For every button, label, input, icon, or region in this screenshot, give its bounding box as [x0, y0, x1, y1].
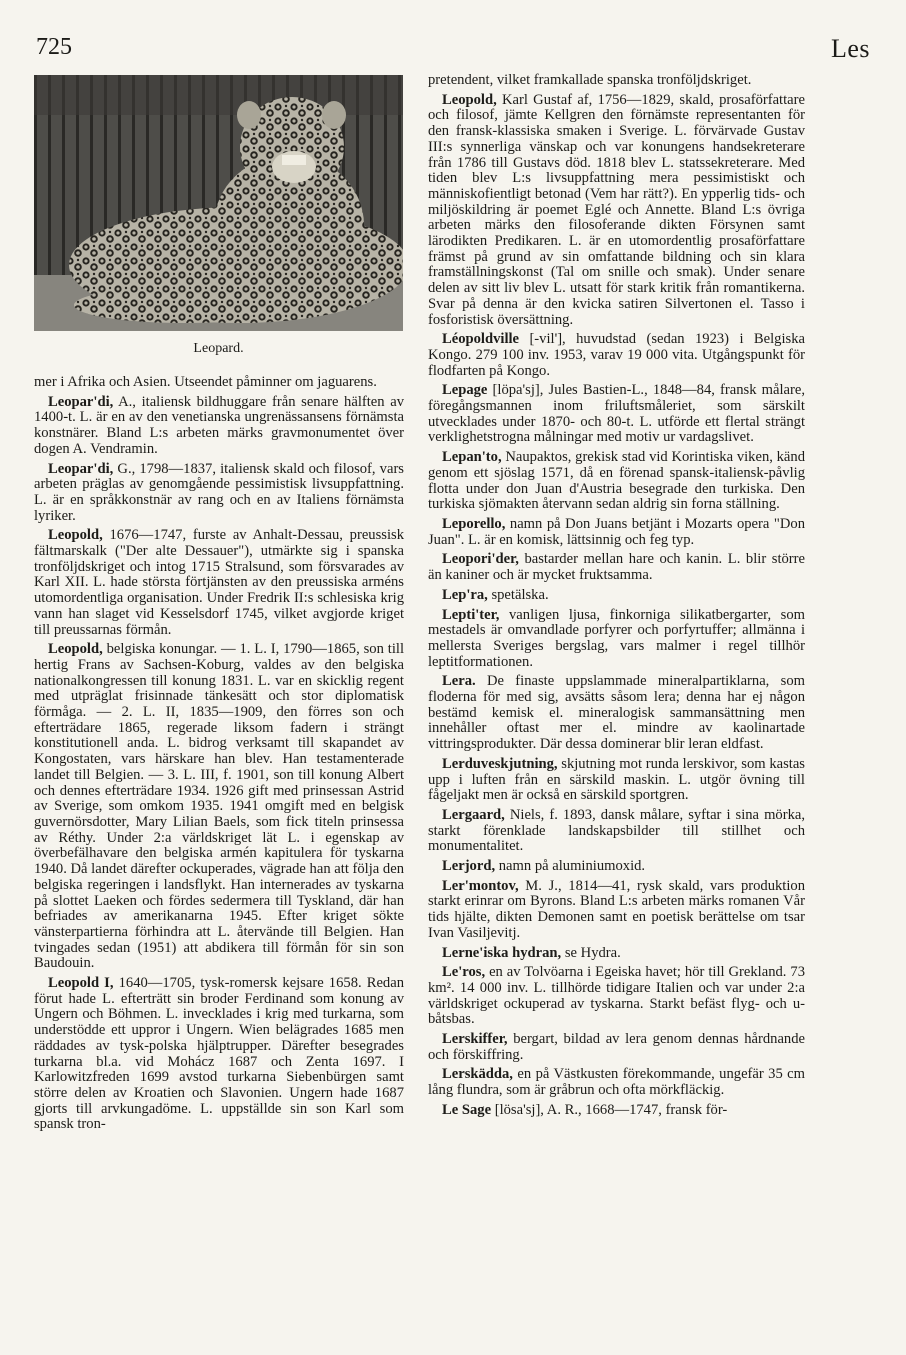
entry: Lera. De finaste uppslammade mineralpartiklarna, som floderna för med sig, avsätts såsom lera; denna har ej någon bestämd kemisk el. mineralogisk sammansättning men innehåller oftast mer el. mindre av kaolinartade vittringsprodukter. Där dessa dominerar blir leran eldfast.	[428, 673, 805, 753]
entry: Lepti'ter, vanligen ljusa, finkorniga silikatbergarter, som mestadels är omvandlade porfyrer och porfyrtuffer; allmänna i mellersta Sveriges bergslag, vars malmer i regel tillhör leptitformationen.	[428, 606, 805, 670]
entry: Leopold I, 1640—1705, tysk-romersk kejsare 1658. Redan förut hade L. efterträtt sin broder Ferdinand som konung av Ungern och Böhmen. L. invecklades i krig med turkarna, som understödde ett uppror i Ungern. Wien belägrades 1685 men räddades av tysk-polska hjälptrupper. Därefter besegrades turkarna bl.a. vid Mohácz 1687 och Zenta 1697. I Karlowitzfreden 1699 avstod turkarna Siebenbürgen samt större delen av Kroatien och Slavonien. Ungern hade 1687 gjorts till arvkungadöme. L. uppställde sin son Karl som spansk tron-	[34, 975, 404, 1133]
entry: Léopoldville [-vil'], huvudstad (sedan 1923) i Belgiska Kongo. 279 100 inv. 1953, varav 19 000 vita. Utgångspunkt för flodfarten på Kongo.	[428, 331, 805, 379]
entry: Lep'ra, spetälska.	[442, 586, 549, 603]
leopard-photo	[34, 75, 403, 331]
right-column	[428, 73, 805, 1123]
entry: Lepage [löpa'sj], Jules Bastien-L., 1848—84, fransk målare, föregångsmannen inom friluftsmåleriet, som särskilt utvecklades under 1870- och 80-t. L. utförde ett flertal strängt verklighetstrogna målningar med motiv ur vardagslivet.	[428, 382, 805, 446]
entry: Leopold, belgiska konungar. — 1. L. I, 1790—1865, son till hertig Frans av Sachsen-Koburg, valdes av den belgiska nationalkongressen till konung 1831. L. var en skicklig regent med utpräglat frisinnade tänkesätt och stor diplomatisk förmåga. — 2. L. II, 1835—1909, den förres son och efterträdare 1865, regerade liksom fadern i strängt konstitutionell anda. L. bidrog verksamt till skapandet av Kongostaten, vars härskare han blev. Han testamenterade landet till Belgien. — 3. L. III, f. 1901, son till konung Albert och dennes efterträdare 1934. 1926 gift med prinsessan Astrid av Sverige, som omkom 1935. 1941 omgift med en belgisk guvernörsdotter, Mary Lilian Baels, som fick titeln prinsessa av Réthy. Under 2:a världskriget lät L. i egenskap av överbefälhavare den belgiska armén kapitulera för tyskarna 1940. Då landet därefter ockuperades, vägrade han att följa den belgiska regeringen i landsflykt. Han internerades av tyskarna på slottet Laeken och fördes sedermera till Tyskland, där han befriades av amerikanarna 1945. Efter kriget sökte vänsterpartierna förhindra att L. återvände till Belgien. Han tvingades sedan (1951) att abdikera till förmån för sin son Baudouin.	[34, 641, 404, 972]
entry: Leopold, Karl Gustaf af, 1756—1829, skald, prosaförfattare och filosof, jämte Kellgren den förnämste representanten för den fransk-klassiska smaken i Sverige. L. förvärvade Gustav III:s synnerliga vänskap och var konungens handsekreterare från 1786 till Gustavs död. 1818 blev L. statssekreterare. Med tiden blev L:s livsuppfattning mera pessimistiskt och människofientligt betonad (Vem har rätt?). En ypperlig tids- och miljöskildring är poemet Eglé och Annette. Bland L:s övriga arbeten märks den filosoferande dikten Försynen samt lärodikten Predikaren. L. är en utomordentlig prosaförfattare främst på grund av sin omfattande bildning och sin klara framställningskonst (Tal om snille och smak). Under senare delen av sitt liv blev L. utsatt för stark kritik från romantikerna. Svar på denna är den kvicka satiren Silvertonen el. Tasso i fosforistisk översättning.	[428, 91, 805, 328]
entry: Lergaard, Niels, f. 1893, dansk målare, syftar i sina mörka, starkt förenklade landskapsbilder till stillhet och monumentalitet.	[428, 806, 805, 855]
page-number: 725	[36, 34, 72, 60]
entry: Leopar'di, G., 1798—1837, italiensk skald och filosof, vars arbeten präglas av genomgående pessimistisk livsuppfattning. L. är en språkkonstnär av rang och en av Italiens förnämsta lyriker.	[34, 460, 404, 524]
entry: pretendent, vilket framkallade spanska tronföljdskriget.	[428, 72, 752, 88]
entry: Lerne'iska hydran, se Hydra.	[442, 944, 621, 961]
entry: Le'ros, en av Tolvöarna i Egeiska havet; hör till Grekland. 73 km². 14 000 inv. L. tillhörde tidigare Italien och var under 2:a världskriget ockuperad av tyskarna. Starkt befäst flyg- och u-båtsbas.	[428, 964, 805, 1028]
entry: Leopold, 1676—1747, furste av Anhalt-Dessau, preussisk fältmarskalk ("Der alte Dessauer"), utmärkte sig i spanska tronföljdskriget och intog 1715 Stralsund, som försvarades av Karl XII. L. hade största förtjänsten av den preussiska arméns utomordentliga organisation. Under Fredrik II:s schlesiska krig vann han slaget vid Kesselsdorf 1745, vilket avgjorde kriget till preussarnas förmån.	[34, 527, 404, 638]
entry: Ler'montov, M. J., 1814—41, rysk skald, vars produktion starkt erinrar om Byrons. Bland L:s arbeten märks romanen Vår tids hjälte, dikten Demonen samt en poetisk berättelse om tsar Ivan Vasiljevitj.	[428, 877, 805, 941]
figure-caption: Leopard.	[193, 341, 244, 356]
entry: Leopori'der, bastarder mellan hare och kanin. L. blir större än kaniner och är mycket fruktsamma.	[428, 551, 805, 584]
entry: Le Sage [lösa'sj], A. R., 1668—1747, fransk för-	[442, 1101, 728, 1118]
entry: Lerskiffer, bergart, bildad av lera genom dennas hårdnande och förskiffring.	[428, 1031, 805, 1063]
entry: mer i Afrika och Asien. Utseendet påminner om jaguarens.	[34, 374, 377, 390]
entry: Lepan'to, Naupaktos, grekisk stad vid Korintiska viken, känd genom ett sjöslag 1571, då en förenad spansk-italiensk-påvlig flotta under don Juan d'Austria besegrade den turkiska. Den turkiska sjömakten återvann sedan aldrig sin forna ställning.	[428, 449, 805, 513]
entry: Leopar'di, A., italiensk bildhuggare från senare hälften av 1400-t. L. är en av den venetianska ungrenässansens förnämsta konstnärer. Bland L:s arbeten märks gravmonumentet över dogen A. Vendramin.	[34, 393, 404, 457]
running-head: Les	[830, 34, 870, 63]
entry: Lerduveskjutning, skjutning mot runda lerskivor, som kastas upp i luften från en särskild maskin. L. utgör övning till fågeljakt men är också en särskild sportgren.	[428, 755, 805, 804]
entry: Lerskädda, en på Västkusten förekommande, ungefär 35 cm lång flundra, som är gråbrun och ofta mörkfläckig.	[428, 1066, 805, 1099]
entry: Leporello, namn på Don Juans betjänt i Mozarts opera "Don Juan". L. är en komisk, lättsinnig och feg typ.	[428, 515, 805, 548]
left-column	[34, 375, 404, 1137]
entry: Lerjord, namn på aluminiumoxid.	[442, 858, 646, 875]
